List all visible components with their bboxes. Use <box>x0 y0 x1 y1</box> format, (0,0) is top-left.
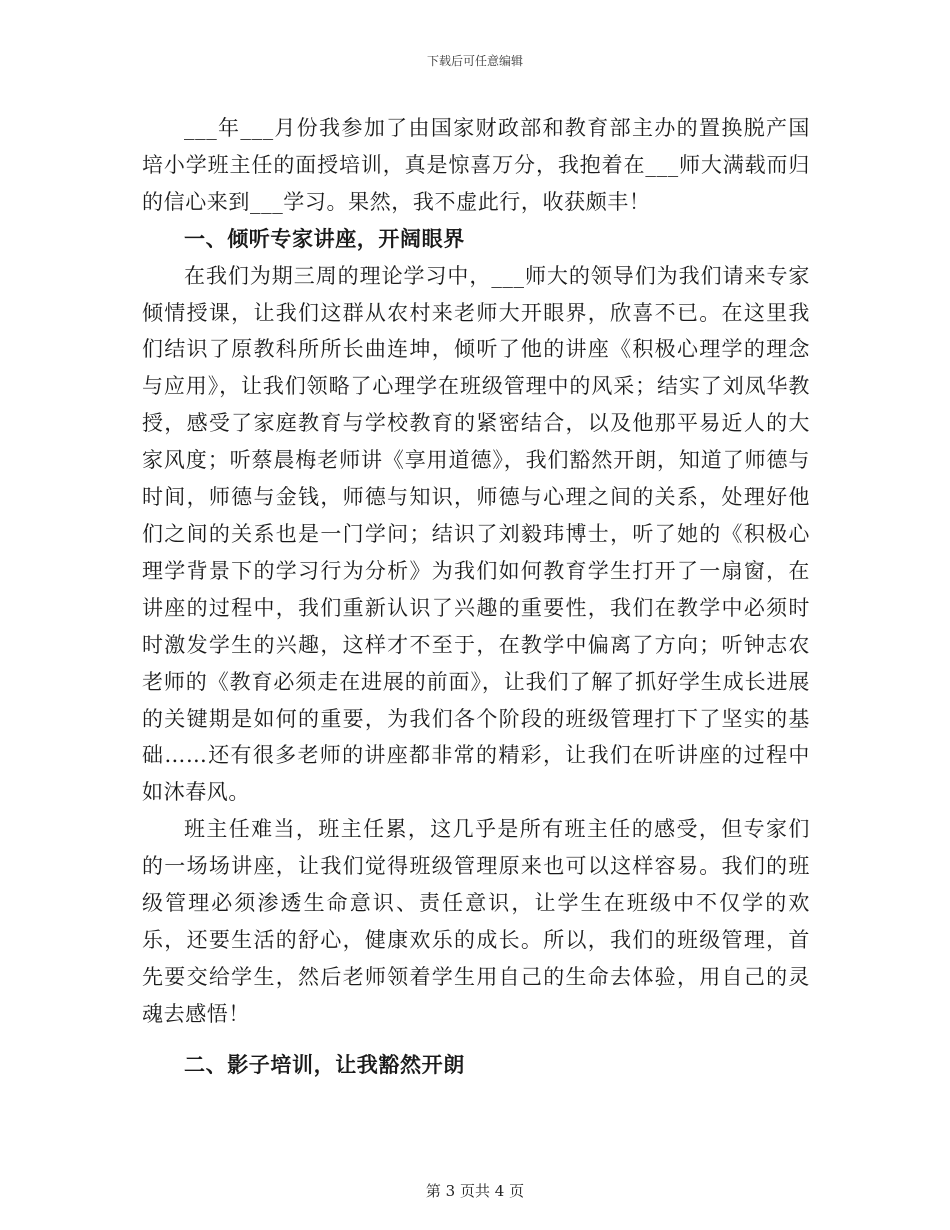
section-heading-2: 二、影子培训，让我豁然开朗 <box>184 1051 465 1077</box>
intro-paragraph: ___年___月份我参加了由国家财政部和教育部主办的置换脱产国培小学班主任的面授培训，真是惊喜万分，我抱着在___师大满载而归的信心来到___学习。果然，我不虚此行，收获颇丰！ <box>142 116 810 214</box>
page-header: 下载后可任意编辑 <box>426 54 523 68</box>
lecture-paragraph: 在我们为期三周的理论学习中，___师大的领导们为我们请来专家倾情授课，让我们这群从农村来老师大开眼界，欣喜不已。在这里我们结识了原教科所所长曲连坤，倾听了他的讲座《积极心理学的理念与应用》，让我们领略了心理学在班级管理中的风采；结实了刘凤华教授，感受了家庭教育与学校教育的紧密结合，以及他那平易近人的大家风度；听蔡晨梅老师讲《享用道德》，我们豁然开朗，知道了师德与时间，师德与金钱，师德与知识，师德与心理之间的关系，处理好他们之间的关系也是一门学问；结识了刘毅玮博士，听了她的《积极心理学背景下的学习行为分析》为我们如何教育学生打开了一扇窗，在讲座的过程中，我们重新认识了兴趣的重要性，我们在教学中必须时时激发学生的兴趣，这样才不至于，在教学中偏离了方向；听钟志农老师的《教育必须走在进展的前面》，让我们了解了抓好学生成长进展的关键期是如何的重要，为我们各个阶段的班级管理打下了坚实的基础……还有很多老师的讲座都非常的精彩，让我们在听讲座的过程中如沐春风。 <box>142 263 810 805</box>
document-body <box>142 110 810 1084</box>
section-heading-1: 一、倾听专家讲座，开阔眼界 <box>184 225 465 251</box>
page-footer: 第 3 页共 4 页 <box>425 1182 525 1200</box>
class-management-paragraph: 班主任难当，班主任累，这几乎是所有班主任的感受，但专家们的一场场讲座，让我们觉得班级管理原来也可以这样容易。我们的班级管理必须渗透生命意识、责任意识，让学生在班级中不仅学的欢乐，还要生活的舒心，健康欢乐的成长。所以，我们的班级管理，首先要交给学生，然后老师领着学生用自己的生命去体验，用自己的灵魂去感悟！ <box>142 817 810 1026</box>
